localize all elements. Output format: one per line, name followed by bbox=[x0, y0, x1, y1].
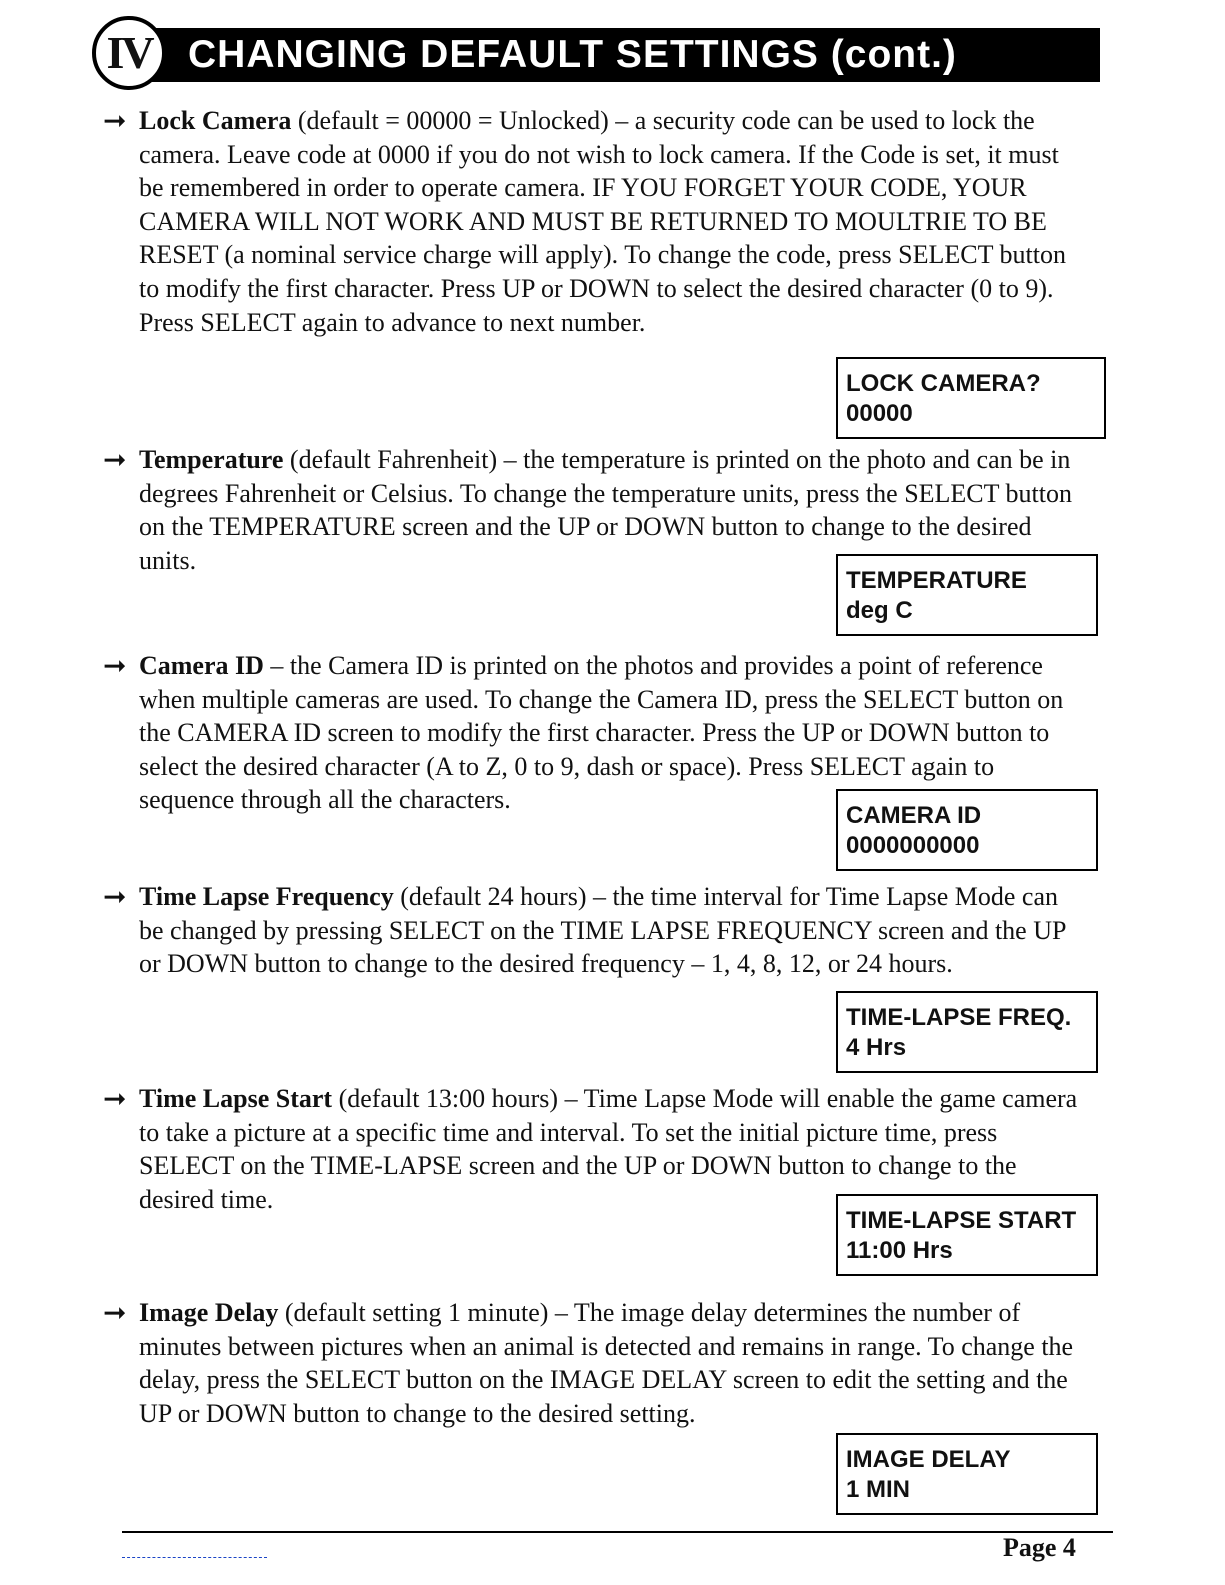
setting-term: Time Lapse Start bbox=[139, 1084, 333, 1113]
right-arrow-icon: ➞ bbox=[103, 104, 127, 137]
lcd-display-image-delay bbox=[836, 1433, 1098, 1515]
lcd-display-temperature bbox=[836, 554, 1098, 636]
footer-divider bbox=[122, 1531, 1113, 1533]
page-title: CHANGING DEFAULT SETTINGS (cont.) bbox=[136, 28, 1100, 82]
lcd-line-2: 00000 bbox=[846, 400, 913, 427]
lcd-line-2: deg C bbox=[846, 597, 913, 624]
lcd-line-1: CAMERA ID bbox=[846, 802, 982, 829]
setting-text: – the Camera ID is printed on the photos and provides a point of reference when multiple cameras are used. To change the Camera ID, press the SELECT button on the CAMERA ID screen to modify the first character. Press the UP or DOWN button to select the desired character (A to Z, 0 to 9, dash or space). Press SELECT again to sequence through all the characters. bbox=[139, 651, 1064, 815]
right-arrow-icon: ➞ bbox=[103, 443, 127, 476]
lcd-line-2: 4 Hrs bbox=[846, 1034, 907, 1061]
setting-term: Camera ID bbox=[139, 651, 264, 680]
setting-term: Time Lapse Frequency bbox=[139, 882, 394, 911]
lcd-display-time-lapse-start bbox=[836, 1194, 1098, 1276]
setting-text: (default = 00000 = Unlocked) – a security code can be used to lock the camera. Leave code at 0000 if you do not wish to lock camera. If the Code is set, it must be remembered in order to operate camera. IF YOU FORGET YOUR CODE, YOUR CAMERA WILL NOT WORK AND MUST BE RETURNED TO MOULTRIE TO BE RESET (a nominal service charge will apply). To change the code, press SELECT button to modify the first character. Press UP or DOWN to select the desired character (0 to 9). Press SELECT again to advance to next number. bbox=[139, 106, 1066, 337]
setting-text: (default 24 hours) – the time interval for Time Lapse Mode can be changed by pressing SELECT on the TIME LAPSE FREQUENCY screen and the UP or DOWN button to change to the desired frequency – 1, 4, 8, 12, or 24 hours. bbox=[139, 882, 1066, 979]
setting-text: (default setting 1 minute) – The image delay determines the number of minutes between pictures when an animal is detected and remains in range. To change the delay, press the SELECT button on the IMAGE DELAY screen to edit the setting and the UP or DOWN button to change to the desired setting. bbox=[139, 1298, 1074, 1428]
right-arrow-icon: ➞ bbox=[103, 649, 127, 682]
lcd-line-1: IMAGE DELAY bbox=[846, 1446, 1011, 1473]
lcd-line-1: TIME-LAPSE START bbox=[846, 1207, 1077, 1234]
footer-underline bbox=[122, 1557, 267, 1558]
right-arrow-icon: ➞ bbox=[103, 880, 127, 913]
setting-term: Image Delay bbox=[139, 1298, 279, 1327]
setting-text: (default 13:00 hours) – Time Lapse Mode will enable the game camera to take a picture at a specific time and interval. To set the initial picture time, press SELECT on the TIME-LAPSE screen and the UP or DOWN button to change to the desired time. bbox=[139, 1084, 1078, 1214]
chapter-numeral-badge: IV bbox=[92, 16, 166, 90]
setting-term: Temperature bbox=[139, 445, 284, 474]
lcd-line-1: LOCK CAMERA? bbox=[846, 370, 1041, 397]
page-number: Page 4 bbox=[1003, 1533, 1076, 1562]
lcd-line-1: TIME-LAPSE FREQ. bbox=[846, 1004, 1072, 1031]
lcd-display-camera-id bbox=[836, 789, 1098, 871]
setting-description bbox=[139, 104, 1084, 339]
lcd-line-2: 1 MIN bbox=[846, 1476, 911, 1503]
setting-description bbox=[139, 1296, 1084, 1430]
setting-description bbox=[139, 880, 1084, 981]
right-arrow-icon: ➞ bbox=[103, 1082, 127, 1115]
setting-text: (default Fahrenheit) – the temperature is printed on the photo and can be in degrees Fahrenheit or Celsius. To change the temperature units, press the SELECT button on the TEMPERATURE screen and the UP or DOWN button to change to the desired units. bbox=[139, 445, 1073, 575]
right-arrow-icon: ➞ bbox=[103, 1296, 127, 1329]
lcd-display-time-lapse-frequency bbox=[836, 991, 1098, 1073]
lcd-display-lock-camera bbox=[836, 357, 1106, 439]
lcd-line-2: 0000000000 bbox=[846, 832, 980, 859]
lcd-line-1: TEMPERATURE bbox=[846, 567, 1027, 594]
section-header bbox=[92, 14, 1110, 96]
lcd-line-2: 11:00 Hrs bbox=[846, 1237, 953, 1264]
setting-term: Lock Camera bbox=[139, 106, 292, 135]
